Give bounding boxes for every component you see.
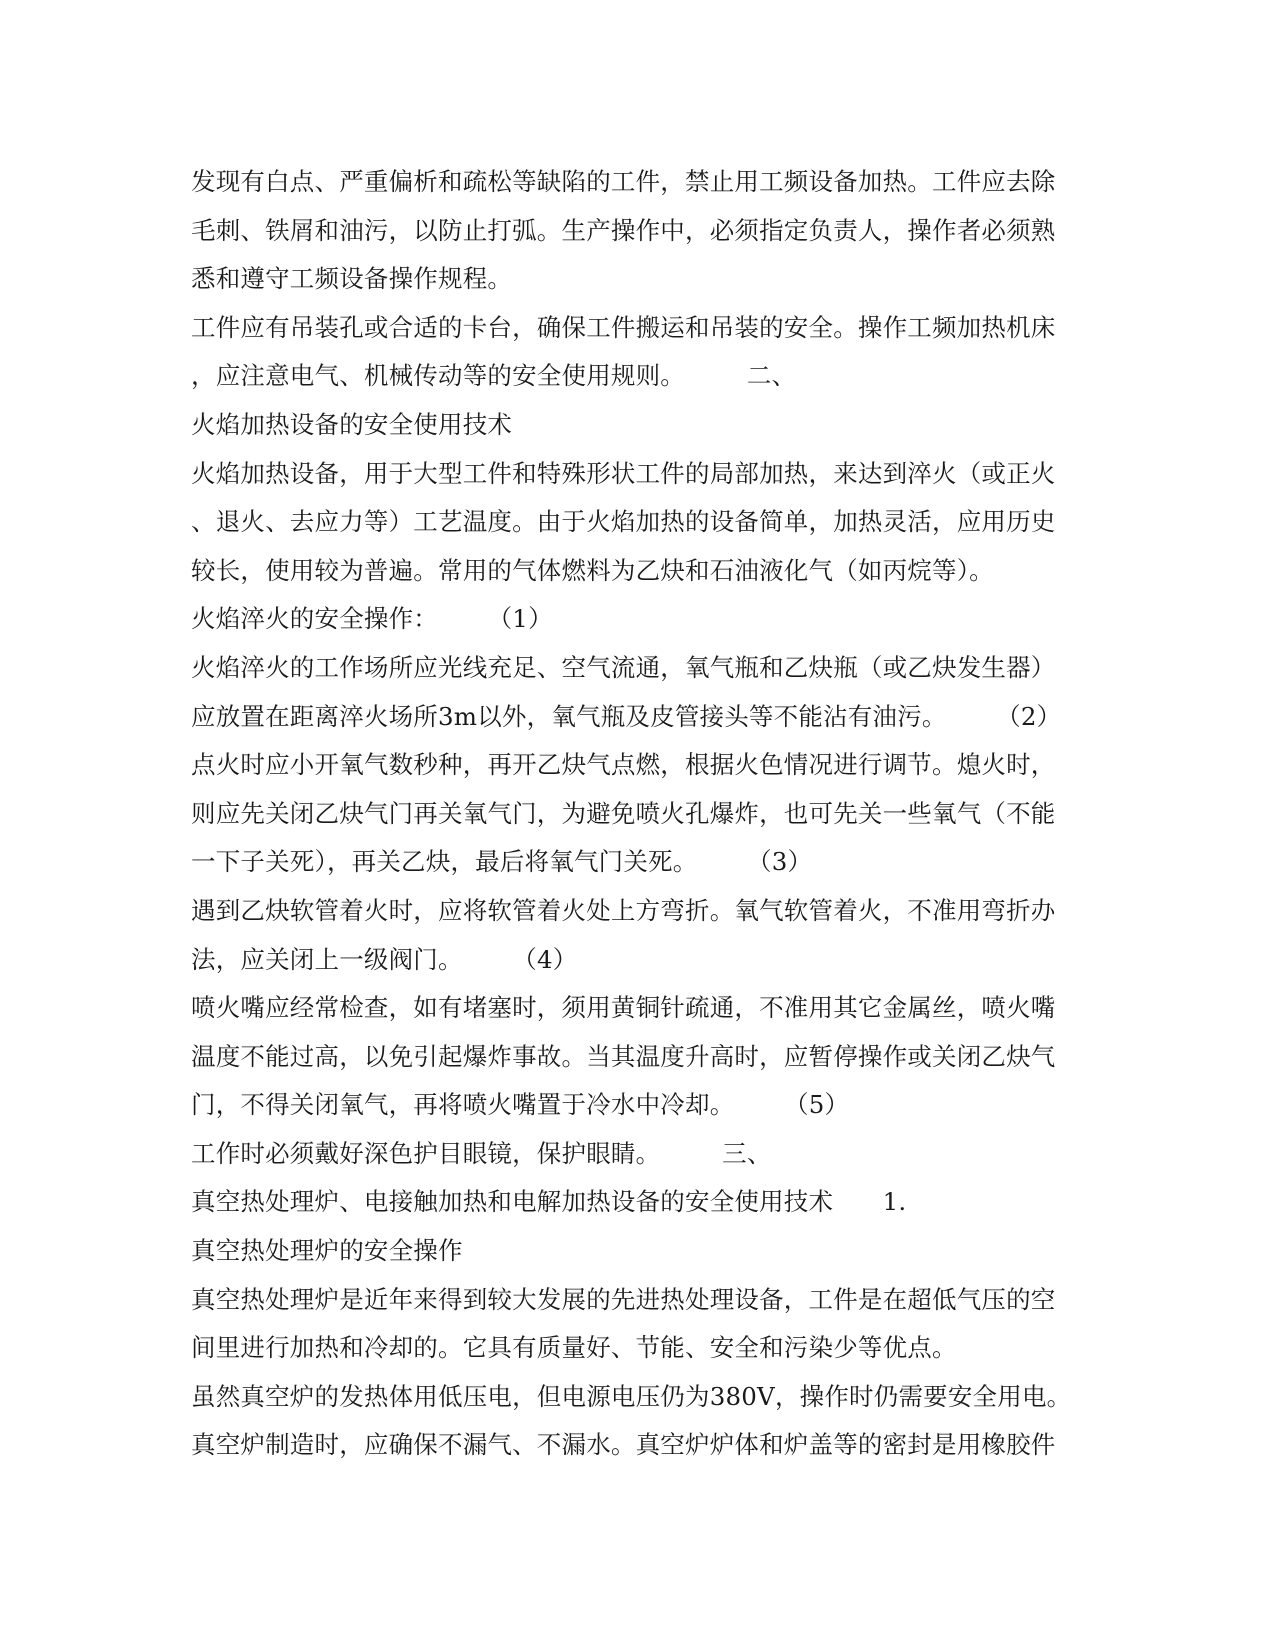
- text-line: 火焰加热设备，用于大型工件和特殊形状工件的局部加热，来达到淬火（或正火: [191, 458, 1056, 488]
- text-line: 间里进行加热和冷却的。它具有质量好、节能、安全和污染少等优点。: [191, 1333, 957, 1363]
- text-line: 则应先关闭乙炔气门再关氧气门，为避免喷火孔爆炸，也可先关一些氧气（不能: [191, 798, 1056, 828]
- text-line: 温度不能过高，以免引起爆炸事故。当其温度升高时，应暂停操作或关闭乙炔气: [191, 1041, 1056, 1071]
- body-text: [191, 158, 1091, 1470]
- text-line: 悉和遵守工频设备操作规程。: [191, 264, 513, 294]
- text-line: 、退火、去应力等）工艺温度。由于火焰加热的设备简单，加热灵活，应用历史: [191, 507, 1056, 537]
- text-line: 门，不得关闭氧气，再将喷火嘴置于冷水中冷却。 （5）: [191, 1090, 850, 1120]
- text-line: 较长，使用较为普遍。常用的气体燃料为乙炔和石油液化气（如丙烷等）。: [191, 555, 994, 585]
- text-line: 一下子关死），再关乙炔，最后将氧气门关死。 （3）: [191, 847, 813, 877]
- text-line: ，应注意电气、机械传动等的安全使用规则。 二、: [191, 361, 797, 391]
- text-line: 毛刺、铁屑和油污，以防止打弧。生产操作中，必须指定负责人，操作者必须熟: [191, 215, 1056, 245]
- text-line: 真空炉制造时，应确保不漏气、不漏水。真空炉炉体和炉盖等的密封是用橡胶件: [191, 1430, 1056, 1460]
- subsection-heading: 火焰淬火的安全操作： （1）: [191, 604, 553, 634]
- text-line: 发现有白点、严重偏析和疏松等缺陷的工件，禁止用工频设备加热。工件应去除: [191, 167, 1056, 196]
- text-line: 工作时必须戴好深色护目眼镜，保护眼睛。 三、: [191, 1138, 772, 1168]
- text-line: 遇到乙炔软管着火时，应将软管着火处上方弯折。氧气软管着火，不准用弯折办: [191, 895, 1056, 925]
- text-line: 火焰淬火的工作场所应光线充足、空气流通，氧气瓶和乙炔瓶（或乙炔发生器）: [191, 652, 1056, 682]
- text-line: 应放置在距离淬火场所3m以外，氧气瓶及皮管接头等不能沾有油污。 （2）: [191, 701, 1062, 731]
- text-line: 点火时应小开氧气数秒种，再开乙炔气点燃，根据火色情况进行调节。熄火时，: [191, 750, 1056, 780]
- text-line: 工件应有吊装孔或合适的卡台，确保工件搬运和吊装的安全。操作工频加热机床: [191, 312, 1056, 342]
- text-line: 虽然真空炉的发热体用低压电，但电源电压仍为380V，操作时仍需要安全用电。: [191, 1381, 1072, 1411]
- text-line: 法，应关闭上一级阀门。 （4）: [191, 944, 578, 974]
- section-heading: 真空热处理炉、电接触加热和电解加热设备的安全使用技术 1.: [191, 1187, 907, 1217]
- text-line: 真空热处理炉是近年来得到较大发展的先进热处理设备，工件是在超低气压的空: [191, 1284, 1056, 1314]
- text-line: 喷火嘴应经常检查，如有堵塞时，须用黄铜针疏通，不准用其它金属丝，喷火嘴: [191, 993, 1056, 1023]
- section-heading: 火焰加热设备的安全使用技术: [191, 409, 513, 439]
- subsection-heading: 真空热处理炉的安全操作: [191, 1236, 463, 1266]
